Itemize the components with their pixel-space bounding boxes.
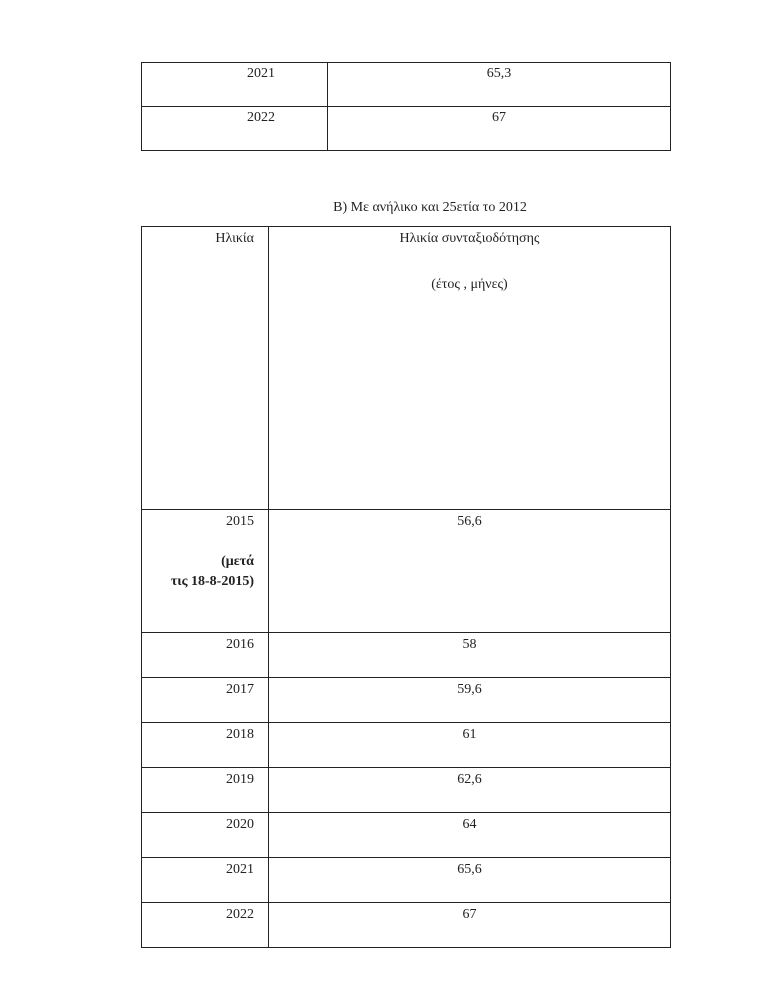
value-cell: 58: [269, 633, 671, 678]
value-cell: 61: [269, 723, 671, 768]
year-note-line2: τις 18-8-2015): [170, 574, 254, 589]
table-row: [142, 510, 671, 633]
year-value: 2015: [226, 514, 254, 529]
table-row: [142, 813, 671, 858]
year-cell: 2016: [142, 633, 269, 678]
year-cell: 2017: [142, 678, 269, 723]
value-cell: 56,6: [269, 510, 671, 633]
main-table: [141, 226, 671, 948]
top-table: [141, 62, 671, 151]
value-cell: 65,6: [269, 858, 671, 903]
year-cell: 2019: [142, 768, 269, 813]
table-row: [142, 858, 671, 903]
year-cell: [142, 510, 269, 633]
table-row: [142, 63, 671, 107]
header-retirement-age: [269, 227, 671, 510]
header-age: Ηλικία: [142, 227, 269, 510]
year-cell: 2020: [142, 813, 269, 858]
value-cell: 67: [328, 107, 671, 151]
value-cell: 62,6: [269, 768, 671, 813]
table-caption: Β) Με ανήλικο και 25ετία το 2012: [333, 200, 527, 215]
year-note-line1: (μετά: [221, 554, 254, 569]
year-cell: 2022: [142, 903, 269, 948]
year-cell: 2022: [142, 107, 328, 151]
header-retirement-age-title: Ηλικία συνταξιοδότησης: [399, 231, 540, 246]
year-cell: 2021: [142, 63, 328, 107]
header-retirement-age-unit: (έτος , μήνες): [431, 277, 508, 292]
value-cell: 59,6: [269, 678, 671, 723]
year-cell: 2018: [142, 723, 269, 768]
header-row: [142, 227, 671, 510]
value-cell: 67: [269, 903, 671, 948]
value-cell: 64: [269, 813, 671, 858]
table-row: [142, 107, 671, 151]
value-cell: 65,3: [328, 63, 671, 107]
table-row: [142, 723, 671, 768]
year-cell: 2021: [142, 858, 269, 903]
table-row: [142, 678, 671, 723]
table-row: [142, 903, 671, 948]
table-row: [142, 633, 671, 678]
table-row: [142, 768, 671, 813]
